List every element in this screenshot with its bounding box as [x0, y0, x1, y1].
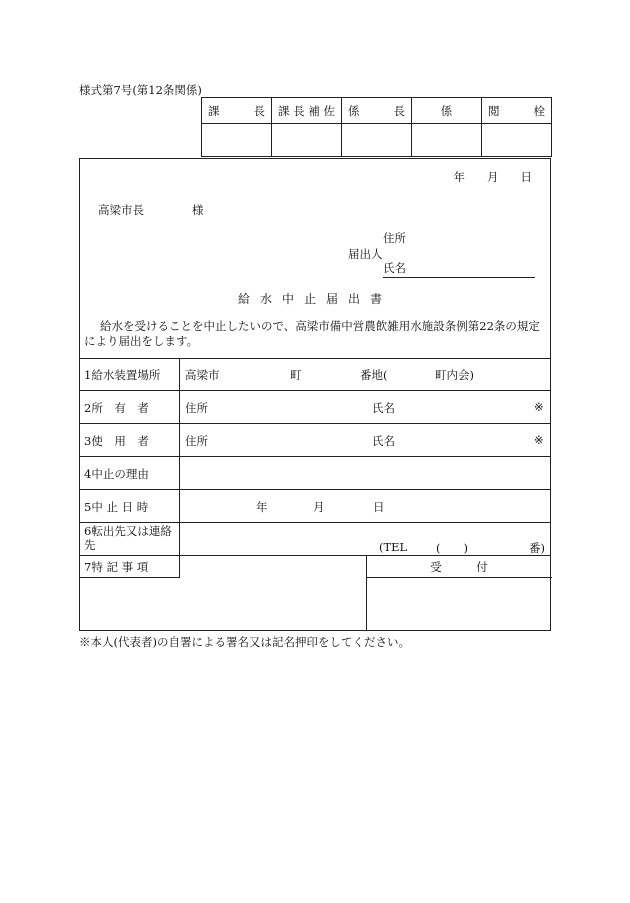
row-divider [80, 489, 550, 490]
addressee: 高梁市長 様 [98, 203, 204, 217]
submission-date: 年 月 日 [453, 170, 532, 184]
stamp-cell[interactable] [482, 124, 552, 157]
row-divider [80, 555, 550, 556]
user-mark: ※ [534, 433, 544, 447]
location-chonaikai: 町内会) [435, 368, 474, 382]
stamp-header-char: 課 [208, 103, 220, 118]
datetime-month: 月 [313, 500, 325, 514]
user-address[interactable]: 住所 [185, 434, 208, 448]
owner-mark: ※ [534, 400, 544, 414]
row-divider [80, 390, 550, 391]
row-divider [366, 577, 552, 578]
user-name[interactable]: 氏名 [372, 434, 395, 448]
row-divider [80, 577, 179, 578]
label-owner: 2所 有 者 [84, 401, 149, 415]
body-text: 給水を受けることを中止したいので、高梁市備中営農飲雑用水施設条例第22条の規定により届出をします。 [84, 319, 540, 348]
row-divider [80, 358, 550, 359]
label-datetime: 5中 止 日 時 [84, 500, 149, 514]
stamp-header-char: 係 [348, 103, 360, 118]
applicant-address-label: 住所 [383, 231, 406, 245]
row-divider [80, 423, 550, 424]
datetime-year: 年 [256, 500, 268, 514]
stamp-header-char: 栓 [533, 103, 545, 118]
location-town: 町 [290, 368, 302, 382]
applicant-name-field[interactable]: 氏名 [383, 260, 535, 278]
approval-stamp-table [201, 97, 552, 157]
footnote: ※本人(代表者)の自署による署名又は記名押印をしてください。 [79, 635, 410, 649]
stamp-cell[interactable] [342, 124, 412, 157]
stamp-header-kakari: 係 [412, 98, 482, 124]
label-reason: 4中止の理由 [84, 467, 149, 481]
forwarding-paren: ( ) [436, 541, 468, 555]
form-title: 給水中止届出書 [237, 292, 392, 306]
label-reception: 受 付 [430, 560, 488, 574]
stamp-header-char: 閲 [488, 103, 500, 118]
stamp-cell[interactable] [412, 124, 482, 157]
stamp-header-heisen [482, 98, 552, 124]
forwarding-ban: 番) [529, 541, 545, 555]
forwarding-tel: (TEL [379, 540, 408, 554]
label-user: 3使 用 者 [84, 434, 149, 448]
label-location: 1給水装置場所 [84, 368, 161, 382]
stamp-cell[interactable] [272, 124, 342, 157]
row-divider [80, 456, 550, 457]
location-city: 高梁市 [185, 368, 220, 382]
row-divider [80, 522, 550, 523]
owner-address[interactable]: 住所 [185, 401, 208, 415]
stamp-header-kakaricho [342, 98, 412, 124]
location-banchi: 番地( [360, 368, 388, 382]
stamp-cell[interactable] [202, 124, 272, 157]
label-forwarding: 6転出先又は連絡先 [84, 524, 172, 552]
stamp-header-char: 長 [393, 103, 405, 118]
datetime-day: 日 [373, 500, 385, 514]
stamp-header-kacho-hosa: 課 長 補 佐 [272, 98, 342, 124]
applicant-role-label: 届出人 [348, 247, 383, 261]
stamp-header-kacho [202, 98, 272, 124]
label-remarks: 7特 記 事 項 [84, 560, 149, 574]
column-divider [179, 358, 180, 578]
application-form [79, 158, 551, 631]
stamp-header-char: 長 [253, 103, 265, 118]
form-number: 様式第7号(第12条関係) [79, 83, 202, 97]
owner-name[interactable]: 氏名 [372, 401, 395, 415]
